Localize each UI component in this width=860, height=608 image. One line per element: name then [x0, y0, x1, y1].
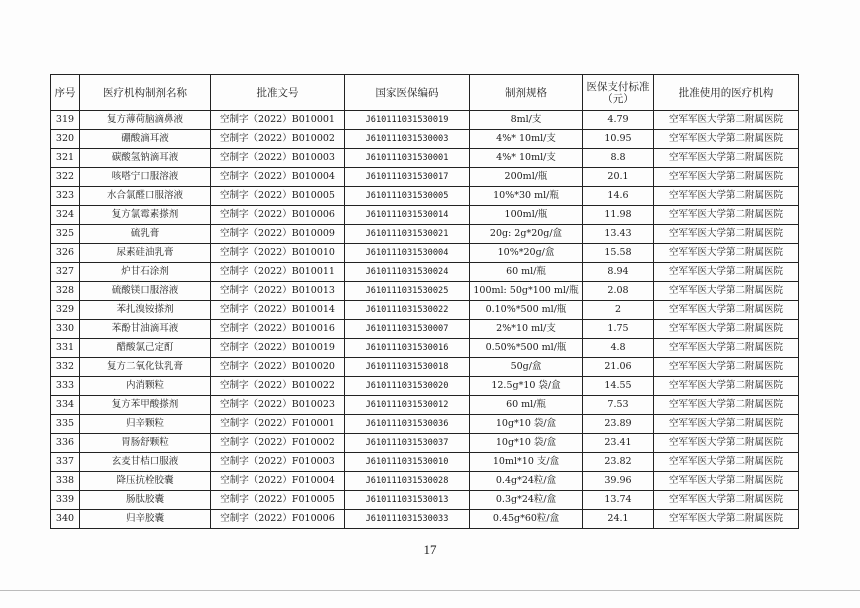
cell-seq: 335: [51, 415, 80, 434]
cell-approval: 空制字（2022）B010001: [211, 111, 345, 130]
cell-name: 归辛颗粒: [80, 415, 211, 434]
cell-name: 硫乳膏: [80, 225, 211, 244]
cell-institution: 空军军医大学第二附属医院: [654, 358, 799, 377]
table-row: [51, 187, 799, 206]
cell-code: J610111031530003: [345, 130, 470, 149]
cell-spec: 8ml/支: [470, 111, 583, 130]
cell-institution: 空军军医大学第二附属医院: [654, 168, 799, 187]
cell-institution: 空军军医大学第二附属医院: [654, 510, 799, 529]
cell-price: 23.82: [583, 453, 654, 472]
cell-institution: 空军军医大学第二附属医院: [654, 453, 799, 472]
cell-name: 复方二氧化钛乳膏: [80, 358, 211, 377]
table-row: [51, 244, 799, 263]
cell-spec: 2%*10 ml/支: [470, 320, 583, 339]
cell-spec: 10%*20g/盒: [470, 244, 583, 263]
table-row: [51, 130, 799, 149]
cell-code: J610111031530001: [345, 149, 470, 168]
cell-approval: 空制字（2022）F010005: [211, 491, 345, 510]
cell-price: 7.53: [583, 396, 654, 415]
cell-price: 10.95: [583, 130, 654, 149]
table-row: [51, 320, 799, 339]
cell-spec: 4%* 10ml/支: [470, 149, 583, 168]
cell-seq: 333: [51, 377, 80, 396]
cell-name: 碳酸氢钠滴耳液: [80, 149, 211, 168]
cell-code: J610111031530037: [345, 434, 470, 453]
cell-approval: 空制字（2022）B010004: [211, 168, 345, 187]
cell-seq: 320: [51, 130, 80, 149]
cell-spec: 0.4g*24粒/盒: [470, 472, 583, 491]
table-row: [51, 377, 799, 396]
cell-approval: 空制字（2022）B010016: [211, 320, 345, 339]
header-approval: 批准文号: [211, 75, 345, 111]
cell-spec: 0.45g*60粒/盒: [470, 510, 583, 529]
cell-price: 23.41: [583, 434, 654, 453]
cell-spec: 4%* 10ml/支: [470, 130, 583, 149]
cell-approval: 空制字（2022）B010002: [211, 130, 345, 149]
cell-code: J610111031530018: [345, 358, 470, 377]
cell-seq: 326: [51, 244, 80, 263]
page-number: 17: [423, 542, 437, 557]
cell-name: 复方薄荷脑滴鼻液: [80, 111, 211, 130]
cell-approval: 空制字（2022）B010010: [211, 244, 345, 263]
table-row: [51, 282, 799, 301]
cell-price: 14.6: [583, 187, 654, 206]
cell-approval: 空制字（2022）F010003: [211, 453, 345, 472]
header-row: [51, 75, 799, 111]
cell-approval: 空制字（2022）F010002: [211, 434, 345, 453]
cell-approval: 空制字（2022）F010001: [211, 415, 345, 434]
cell-code: J610111031530021: [345, 225, 470, 244]
cell-name: 苯酚甘油滴耳液: [80, 320, 211, 339]
table-row: [51, 434, 799, 453]
header-price-line2: （元）: [602, 92, 634, 105]
cell-seq: 332: [51, 358, 80, 377]
header-spec: 制剂规格: [470, 75, 583, 111]
cell-seq: 337: [51, 453, 80, 472]
cell-code: J610111031530020: [345, 377, 470, 396]
cell-approval: 空制字（2022）F010006: [211, 510, 345, 529]
header-institution: 批准使用的医疗机构: [654, 75, 799, 111]
cell-spec: 0.10%*500 ml/瓶: [470, 301, 583, 320]
cell-spec: 100ml: 50g*100 ml/瓶: [470, 282, 583, 301]
cell-name: 肠肽胶囊: [80, 491, 211, 510]
cell-institution: 空军军医大学第二附属医院: [654, 339, 799, 358]
cell-seq: 321: [51, 149, 80, 168]
cell-name: 尿素硅油乳膏: [80, 244, 211, 263]
cell-spec: 100ml/瓶: [470, 206, 583, 225]
table-row: [51, 396, 799, 415]
cell-code: J610111031530005: [345, 187, 470, 206]
cell-seq: 334: [51, 396, 80, 415]
cell-code: J610111031530025: [345, 282, 470, 301]
cell-price: 24.1: [583, 510, 654, 529]
table-row: [51, 168, 799, 187]
header-price-line1: 医保支付标准: [586, 80, 650, 93]
cell-spec: 50g/盒: [470, 358, 583, 377]
cell-code: J610111031530010: [345, 453, 470, 472]
table-row: [51, 491, 799, 510]
cell-code: J610111031530036: [345, 415, 470, 434]
cell-spec: 10g*10 袋/盒: [470, 415, 583, 434]
cell-code: J610111031530017: [345, 168, 470, 187]
cell-institution: 空军军医大学第二附属医院: [654, 282, 799, 301]
cell-code: J610111031530024: [345, 263, 470, 282]
cell-code: J610111031530033: [345, 510, 470, 529]
cell-approval: 空制字（2022）B010014: [211, 301, 345, 320]
cell-spec: 12.5g*10 袋/盒: [470, 377, 583, 396]
cell-approval: 空制字（2022）F010004: [211, 472, 345, 491]
cell-code: J610111031530016: [345, 339, 470, 358]
cell-approval: 空制字（2022）B010023: [211, 396, 345, 415]
cell-price: 15.58: [583, 244, 654, 263]
cell-approval: 空制字（2022）B010005: [211, 187, 345, 206]
table-row: [51, 263, 799, 282]
cell-code: J610111031530019: [345, 111, 470, 130]
cell-name: 咳嗒宁口服溶液: [80, 168, 211, 187]
cell-price: 8.8: [583, 149, 654, 168]
table-row: [51, 472, 799, 491]
cell-name: 水合氯醛口服溶液: [80, 187, 211, 206]
cell-price: 8.94: [583, 263, 654, 282]
cell-code: J610111031530012: [345, 396, 470, 415]
cell-spec: 0.50%*500 ml/瓶: [470, 339, 583, 358]
cell-institution: 空军军医大学第二附属医院: [654, 377, 799, 396]
table-row: [51, 358, 799, 377]
cell-approval: 空制字（2022）B010006: [211, 206, 345, 225]
preparation-table: [50, 74, 799, 529]
table-row: [51, 149, 799, 168]
cell-spec: 60 ml/瓶: [470, 396, 583, 415]
header-name: 医疗机构制剂名称: [80, 75, 211, 111]
cell-institution: 空军军医大学第二附属医院: [654, 206, 799, 225]
cell-name: 苯扎溴铵搽剂: [80, 301, 211, 320]
cell-institution: 空军军医大学第二附属医院: [654, 434, 799, 453]
cell-code: J610111031530014: [345, 206, 470, 225]
cell-price: 4.79: [583, 111, 654, 130]
cell-name: 复方苯甲酸搽剂: [80, 396, 211, 415]
cell-approval: 空制字（2022）B010009: [211, 225, 345, 244]
cell-approval: 空制字（2022）B010019: [211, 339, 345, 358]
cell-spec: 10ml*10 支/盒: [470, 453, 583, 472]
cell-seq: 338: [51, 472, 80, 491]
table-row: [51, 206, 799, 225]
cell-approval: 空制字（2022）B010011: [211, 263, 345, 282]
cell-spec: 0.3g*24粒/盒: [470, 491, 583, 510]
table-row: [51, 339, 799, 358]
cell-institution: 空军军医大学第二附属医院: [654, 149, 799, 168]
cell-institution: 空军军医大学第二附属医院: [654, 111, 799, 130]
cell-seq: 329: [51, 301, 80, 320]
cell-name: 醋酸氯己定酊: [80, 339, 211, 358]
cell-name: 硫酸镁口服溶液: [80, 282, 211, 301]
cell-price: 39.96: [583, 472, 654, 491]
cell-institution: 空军军医大学第二附属医院: [654, 263, 799, 282]
table-row: [51, 225, 799, 244]
cell-price: 2: [583, 301, 654, 320]
cell-price: 13.74: [583, 491, 654, 510]
cell-seq: 339: [51, 491, 80, 510]
cell-seq: 328: [51, 282, 80, 301]
cell-name: 复方氯霉素搽剂: [80, 206, 211, 225]
cell-institution: 空军军医大学第二附属医院: [654, 187, 799, 206]
table-row: [51, 510, 799, 529]
cell-seq: 327: [51, 263, 80, 282]
footer-rule: [0, 590, 860, 591]
cell-price: 4.8: [583, 339, 654, 358]
cell-spec: 10g*10 袋/盒: [470, 434, 583, 453]
cell-seq: 340: [51, 510, 80, 529]
cell-name: 炉甘石涂剂: [80, 263, 211, 282]
cell-institution: 空军军医大学第二附属医院: [654, 472, 799, 491]
cell-approval: 空制字（2022）B010022: [211, 377, 345, 396]
cell-price: 11.98: [583, 206, 654, 225]
cell-approval: 空制字（2022）B010013: [211, 282, 345, 301]
cell-seq: 331: [51, 339, 80, 358]
cell-code: J610111031530007: [345, 320, 470, 339]
cell-code: J610111031530028: [345, 472, 470, 491]
cell-seq: 319: [51, 111, 80, 130]
cell-seq: 336: [51, 434, 80, 453]
cell-name: 归辛胶囊: [80, 510, 211, 529]
table-row: [51, 301, 799, 320]
cell-institution: 空军军医大学第二附属医院: [654, 415, 799, 434]
table-body: [51, 111, 799, 529]
cell-price: 2.08: [583, 282, 654, 301]
cell-price: 14.55: [583, 377, 654, 396]
cell-spec: 200ml/瓶: [470, 168, 583, 187]
cell-seq: 322: [51, 168, 80, 187]
cell-name: 硼酸滴耳液: [80, 130, 211, 149]
cell-approval: 空制字（2022）B010003: [211, 149, 345, 168]
cell-seq: 324: [51, 206, 80, 225]
cell-price: 13.43: [583, 225, 654, 244]
cell-name: 玄麦甘桔口服液: [80, 453, 211, 472]
cell-institution: 空军军医大学第二附属医院: [654, 244, 799, 263]
cell-seq: 330: [51, 320, 80, 339]
cell-approval: 空制字（2022）B010020: [211, 358, 345, 377]
cell-institution: 空军军医大学第二附属医院: [654, 396, 799, 415]
cell-institution: 空军军医大学第二附属医院: [654, 301, 799, 320]
cell-spec: 20g: 2g*20g/盒: [470, 225, 583, 244]
cell-price: 23.89: [583, 415, 654, 434]
cell-price: 1.75: [583, 320, 654, 339]
table-row: [51, 453, 799, 472]
header-seq: 序号: [51, 75, 80, 111]
cell-institution: 空军军医大学第二附属医院: [654, 130, 799, 149]
cell-name: 降压抗栓胶囊: [80, 472, 211, 491]
table-row: [51, 415, 799, 434]
cell-price: 20.1: [583, 168, 654, 187]
cell-spec: 60 ml/瓶: [470, 263, 583, 282]
cell-spec: 10%*30 ml/瓶: [470, 187, 583, 206]
cell-price: 21.06: [583, 358, 654, 377]
cell-name: 内消颗粒: [80, 377, 211, 396]
header-price: [583, 75, 654, 111]
cell-seq: 325: [51, 225, 80, 244]
cell-institution: 空军军医大学第二附属医院: [654, 225, 799, 244]
cell-institution: 空军军医大学第二附属医院: [654, 320, 799, 339]
header-code: 国家医保编码: [345, 75, 470, 111]
cell-code: J610111031530004: [345, 244, 470, 263]
cell-institution: 空军军医大学第二附属医院: [654, 491, 799, 510]
cell-code: J610111031530013: [345, 491, 470, 510]
cell-seq: 323: [51, 187, 80, 206]
cell-name: 胃肠舒颗粒: [80, 434, 211, 453]
cell-code: J610111031530022: [345, 301, 470, 320]
table-row: [51, 111, 799, 130]
